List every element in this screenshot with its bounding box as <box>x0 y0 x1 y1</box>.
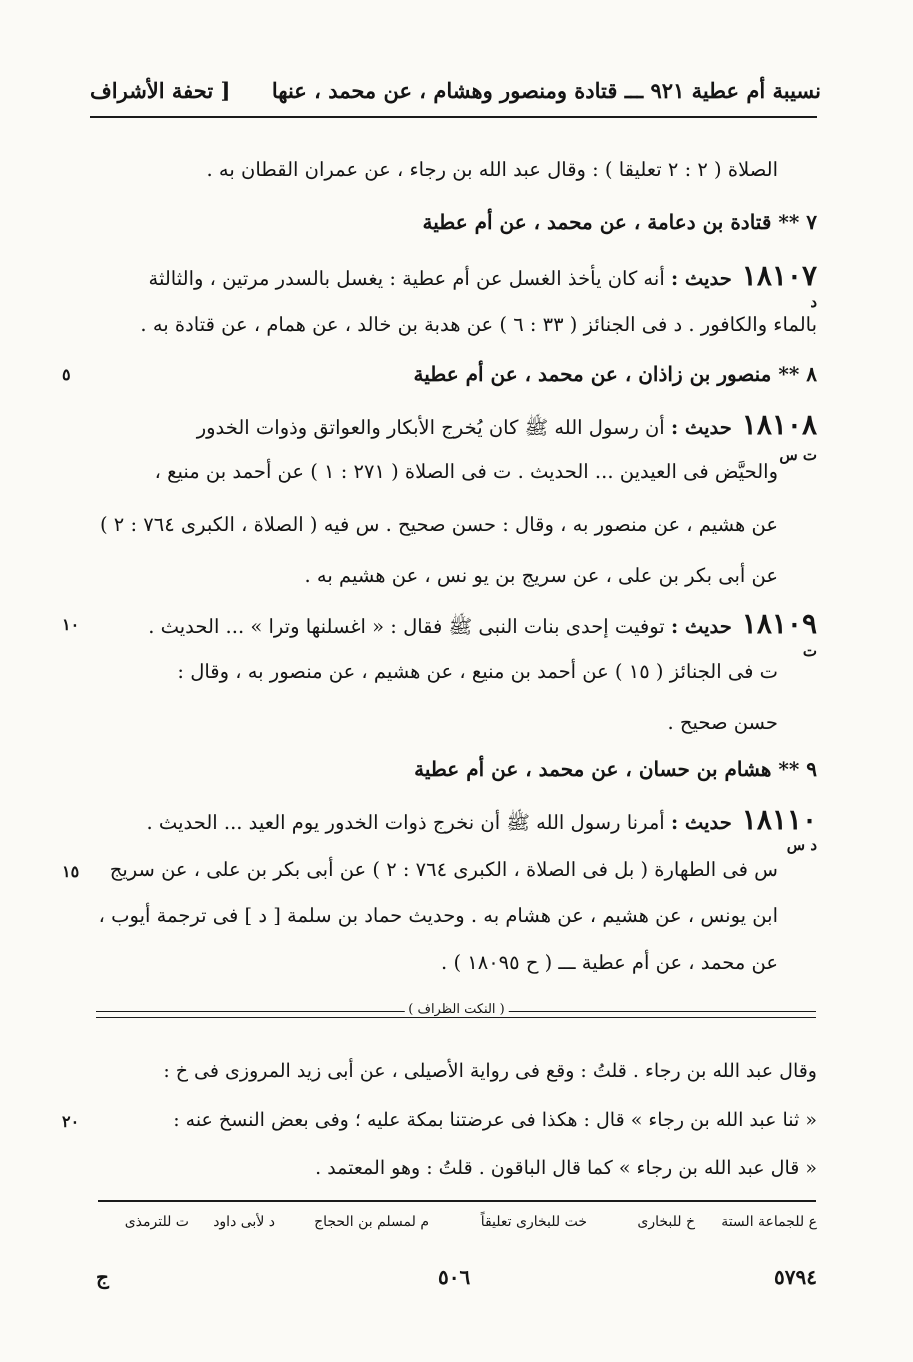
text-line: س فى الطهارة ( بل فى الصلاة ، الكبرى ٧٦٤ : ٢ ) عن أبى بكر بن على ، عن سريج <box>109 858 778 881</box>
text-line: ابن يونس ، عن هشيم ، عن هشام به . وحديث حماد بن سلمة [ د ] فى ترجمة أيوب ، <box>98 904 778 927</box>
hadith-sigla: د <box>810 293 817 311</box>
hadith-text: أمرنا رسول الله ﷺ أن نخرج ذوات الخدور يوم العيد ... الحديث . <box>146 811 665 834</box>
legend-item: ت للترمذى <box>124 1214 189 1230</box>
printer-signature: ج <box>96 1265 109 1289</box>
hadith-sigla: د س <box>786 836 817 854</box>
section-title: ** هشام بن حسان ، عن محمد ، عن أم عطية <box>414 757 800 781</box>
legend-item: ع للجماعة الستة <box>721 1214 817 1230</box>
text-line: والحيَّض فى العيدين ... الحديث . ت فى الصلاة ( ٢٧١ : ١ ) عن أحمد بن منيع ، <box>154 460 778 483</box>
legend-item: خ للبخارى <box>637 1214 695 1230</box>
line-number-margin: ١٠ <box>62 615 80 634</box>
hadith-entry <box>149 259 817 292</box>
hadith-entry <box>148 607 817 643</box>
section-number: ٩ <box>806 757 817 781</box>
note-line: « ثنا عبد الله بن رجاء » قال : هكذا فى عرضتنا بمكة عليه ؛ وفى بعض النسخ عنه : <box>173 1109 817 1131</box>
hadith-number: ١٨١٠٩ <box>741 607 817 640</box>
line-number-margin: ٥ <box>62 365 71 384</box>
legend-item: د لأبى داود <box>213 1214 275 1230</box>
header-rule <box>90 116 817 118</box>
text-line: عن محمد ، عن أم عطية ـــ ( ح ١٨٠٩٥ ) . <box>441 951 778 974</box>
hadith-text: توفيت إحدى بنات النبى ﷺ فقال : « اغسلنها وترا » ... الحديث . <box>148 615 665 638</box>
page-number: ٥٠٦ <box>438 1265 471 1289</box>
section-heading <box>414 757 817 781</box>
running-header-title: نسيبة أم عطية ٩٢١ ـــ قتادة ومنصور وهشام ، عن محمد ، عنها <box>271 78 821 103</box>
hadith-text: أن رسول الله ﷺ كان يُخرج الأبكار والعواتق وذوات الخدور <box>196 416 665 439</box>
section-heading <box>423 210 817 234</box>
text-line: بالماء والكافور . د فى الجنائز ( ٣٣ : ٦ ) عن هدبة بن خالد ، عن همام ، عن قتادة به . <box>140 313 817 336</box>
volume-page-number: ٥٧٩٤ <box>774 1265 817 1289</box>
line-number-margin: ١٥ <box>62 862 80 881</box>
text-line: الصلاة ( ٢ : ٢ تعليقا ) : وقال عبد الله بن رجاء ، عن عمران القطان به . <box>206 158 778 181</box>
running-header-book: [ تحفة الأشراف <box>90 78 231 103</box>
legend-item: خت للبخارى تعليقاً <box>480 1214 587 1230</box>
hadith-label: حديث : <box>670 267 732 290</box>
hadith-number: ١٨١٠٧ <box>741 259 817 292</box>
hadith-number: ١٨١١٠ <box>741 803 817 836</box>
hadith-entry <box>197 408 817 444</box>
divider-label: ( النكت الظراف ) <box>404 1002 508 1017</box>
hadith-entry <box>147 803 817 839</box>
section-number: ٨ <box>806 362 817 386</box>
hadith-number: ١٨١٠٨ <box>741 408 817 441</box>
note-line: « قال عبد الله بن رجاء » كما قال الباقون . قلتُ : وهو المعتمد . <box>315 1157 817 1179</box>
hadith-sigla: ت <box>802 642 817 660</box>
hadith-sigla: ت س <box>779 446 817 464</box>
hadith-label: حديث : <box>670 416 732 439</box>
legend-rule <box>98 1200 816 1202</box>
text-line: عن هشيم ، عن منصور به ، وقال : حسن صحيح . س فيه ( الصلاة ، الكبرى ٧٦٤ : ٢ ) <box>99 513 778 536</box>
section-title: ** قتادة بن دعامة ، عن محمد ، عن أم عطية <box>422 210 800 234</box>
section-number: ٧ <box>806 210 817 234</box>
section-title: ** منصور بن زاذان ، عن محمد ، عن أم عطية <box>413 362 800 386</box>
text-line: عن أبى بكر بن على ، عن سريج بن يو نس ، عن هشيم به . <box>304 564 778 587</box>
hadith-text: أنه كان يأخذ الغسل عن أم عطية : يغسل بالسدر مرتين ، والثالثة <box>148 267 665 290</box>
legend-item: م لمسلم بن الحجاج <box>314 1214 429 1230</box>
line-number-margin: ٢٠ <box>62 1112 80 1131</box>
hadith-label: حديث : <box>670 615 732 638</box>
section-heading <box>414 362 817 386</box>
text-line: حسن صحيح . <box>667 711 778 734</box>
text-line: ت فى الجنائز ( ١٥ ) عن أحمد بن منيع ، عن هشيم ، عن منصور به ، وقال : <box>177 660 778 683</box>
note-line: وقال عبد الله بن رجاء . قلتُ : وقع فى رواية الأصيلى ، عن أبى زيد المروزى فى خ : <box>163 1060 817 1082</box>
hadith-label: حديث : <box>670 811 732 834</box>
